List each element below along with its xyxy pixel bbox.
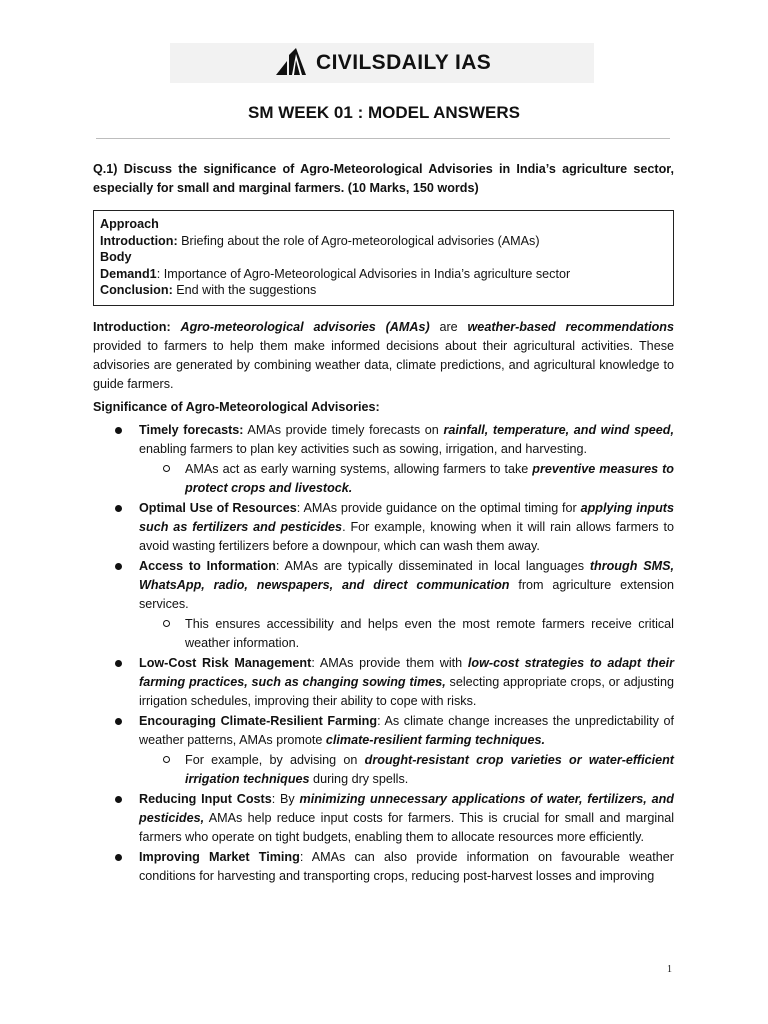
point-text: AMAs help reduce input costs for farmers. This is crucial for small and marginal farmers who operate on tight budgets, enabling them to allocate resources more efficiently.: [139, 810, 674, 844]
sub-point-text: For example, by advising on: [185, 752, 365, 767]
approach-intro-label: Introduction:: [100, 233, 178, 248]
intro-term2: weather-based recommendations: [467, 319, 675, 334]
approach-intro-text: Briefing about the role of Agro-meteorological advisories (AMAs): [177, 233, 540, 248]
significance-list: [93, 421, 674, 886]
list-item: [93, 712, 674, 789]
approach-body-label: Body: [100, 250, 132, 264]
point-text: : By: [271, 791, 300, 806]
point-text: AMAs provide timely forecasts on: [243, 422, 444, 437]
point-text: : AMAs can also provide information on favourable weather conditions for harvesting and transporting crops, reducing post-harvest losses and improving: [139, 849, 674, 883]
list-item: [93, 557, 674, 653]
point-label: Reducing Input Costs: [139, 791, 272, 806]
sub-point-emphasis: drought-resistant crop varieties or water-efficient irrigation techniques: [185, 752, 674, 786]
point-text: enabling farmers to plan key activities such as sowing, irrigation, and harvesting.: [139, 441, 588, 456]
point-emphasis: through SMS, WhatsApp, radio, newspapers, and direct communication: [139, 558, 674, 592]
intro-rest: provided to farmers to help them make informed decisions about their agricultural activities. These advisories are generated by combining weather data, climate predictions, and agricultural knowledge to guide farmers.: [93, 338, 674, 391]
point-text: : As climate change increases the unpredictability of weather patterns, AMAs promote: [139, 713, 674, 747]
sub-list: [139, 460, 674, 498]
sub-list-item: [139, 460, 674, 498]
list-item: [93, 790, 674, 847]
approach-heading: Approach: [100, 217, 159, 231]
brand-name: CIVILSDAILY IAS: [316, 51, 492, 74]
sub-point-emphasis: preventive measures to protect crops and livestock.: [185, 461, 674, 495]
list-item: [93, 421, 674, 498]
point-text: selecting appropriate crops, or adjusting irrigation schedules, improving their ability to cope with risks.: [139, 674, 674, 708]
significance-heading: Significance of Agro-Meteorological Advisories:: [93, 399, 380, 414]
intro-paragraph: [93, 318, 674, 394]
point-emphasis: applying inputs such as fertilizers and pesticides: [139, 500, 674, 534]
list-item: [93, 848, 674, 886]
point-label: Improving Market Timing: [139, 849, 300, 864]
approach-conclusion-text: End with the suggestions: [172, 283, 317, 297]
brand-logo: [274, 48, 491, 78]
list-item: [93, 654, 674, 711]
sub-point-text: This ensures accessibility and helps even the most remote farmers receive critical weather information.: [185, 616, 674, 650]
sub-point-text: during dry spells.: [309, 771, 409, 786]
sub-point-text: AMAs act as early warning systems, allowing farmers to take: [185, 461, 533, 476]
document-body: [93, 160, 674, 887]
sub-list-item: [139, 615, 674, 653]
point-text: : AMAs provide them with: [311, 655, 468, 670]
point-emphasis: minimizing unnecessary applications of water, fertilizers, and pesticides,: [139, 791, 674, 825]
intro-term: Agro-meteorological advisories (AMAs): [180, 319, 430, 334]
sub-list: [139, 751, 674, 789]
point-label: Access to Information: [139, 558, 276, 573]
point-emphasis: rainfall, temperature, and wind speed,: [443, 422, 675, 437]
point-label: Encouraging Climate-Resilient Farming: [139, 713, 378, 728]
point-emphasis: climate-resilient farming techniques.: [325, 732, 545, 747]
sub-list-item: [139, 751, 674, 789]
title-divider: [96, 138, 670, 139]
approach-conclusion-label: Conclusion:: [100, 283, 173, 297]
point-emphasis: low-cost strategies to adapt their farming practices, such as changing sowing times,: [139, 655, 675, 689]
page-title: SM WEEK 01 : MODEL ANSWERS: [247, 103, 521, 122]
point-label: Optimal Use of Resources: [139, 500, 297, 515]
approach-demand-text: : Importance of Agro-Meteorological Advisories in India’s agriculture sector: [156, 266, 571, 281]
point-text: from agriculture extension services.: [139, 577, 674, 611]
point-text: : AMAs are typically disseminated in local languages: [275, 558, 590, 573]
approach-box: [93, 210, 674, 306]
list-item: [93, 499, 674, 556]
sub-list: [139, 615, 674, 653]
point-label: Low-Cost Risk Management: [139, 655, 312, 670]
point-text: . For example, knowing when it will rain allows farmers to avoid wasting fertilizers before a downpour, which can wash them away.: [139, 519, 674, 553]
page-number: 1: [667, 964, 672, 975]
point-text: : AMAs provide guidance on the optimal timing for: [296, 500, 581, 515]
point-label: Timely forecasts:: [139, 422, 244, 437]
civilsdaily-logo-icon: [274, 48, 310, 78]
intro-mid: are: [429, 319, 468, 334]
approach-demand-label: Demand1: [100, 266, 157, 281]
question-text: Q.1) Discuss the significance of Agro-Meteorological Advisories in India’s agriculture sector, especially for small and marginal farmers. (10 Marks, 150 words): [93, 162, 674, 195]
intro-label: Introduction:: [93, 319, 181, 334]
